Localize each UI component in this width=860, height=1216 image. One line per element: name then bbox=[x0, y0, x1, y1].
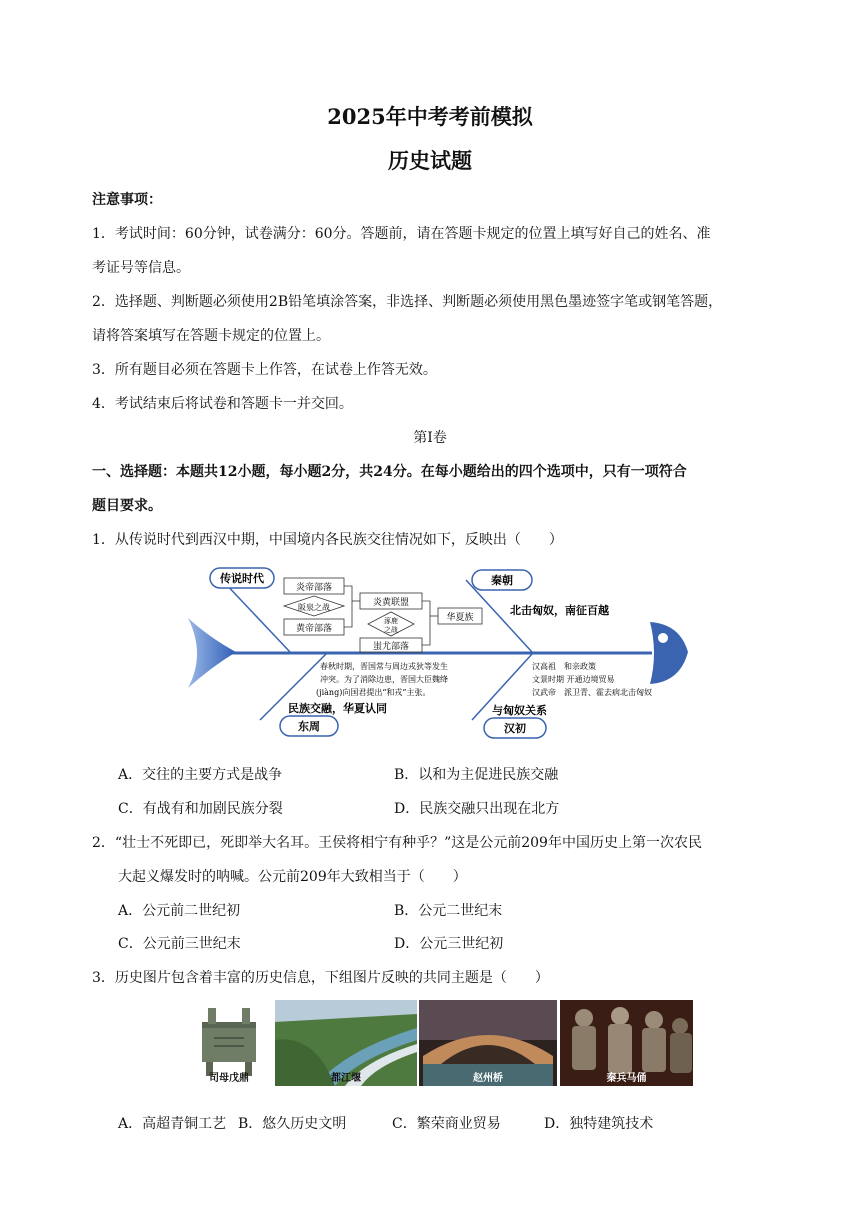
label-yanhuang: 炎黄联盟 bbox=[372, 598, 410, 608]
notes-heading: 注意事项： bbox=[92, 192, 162, 208]
hc-line-2: 文景时期 开通边境贸易 bbox=[532, 675, 615, 684]
dz-line-2: 冲突。为了消除边患，晋国大臣魏绛 bbox=[320, 675, 448, 684]
q2-option-d[interactable]: D．公元三世纪初 bbox=[394, 936, 504, 952]
dz-line-3: (jiàng)向国君提出“和戎”主张。 bbox=[316, 688, 431, 697]
connector-yanhuang bbox=[422, 601, 430, 645]
photo-simuwu-ding bbox=[186, 1000, 272, 1086]
q3-option-d[interactable]: D．独特建筑技术 bbox=[544, 1116, 654, 1132]
q2-option-c[interactable]: C．公元前三世纪末 bbox=[118, 936, 241, 952]
hc-line-3: 汉武帝 派卫青、霍去病北击匈奴 bbox=[532, 688, 652, 697]
dz-line-1: 春秋时期，晋国常与周边戎狄等发生 bbox=[320, 662, 448, 671]
note-line-3: 2．选择题、判断题必须使用2B铅笔填涂答案，非选择、判断题必须使用黑色墨迹签字笔或钢笔答题， bbox=[92, 294, 723, 310]
hc-line-1: 汉高祖 和亲政策 bbox=[532, 662, 596, 671]
caption-terracotta-warriors: 秦兵马俑 bbox=[606, 1073, 647, 1084]
note-line-2: 考证号等信息。 bbox=[92, 260, 190, 276]
note-line-4: 请将答案填写在答题卡规定的位置上。 bbox=[92, 328, 330, 344]
q3-stem: 3．历史图片包含着丰富的历史信息，下组图片反映的共同主题是（ ） bbox=[92, 970, 549, 986]
fish-eye bbox=[658, 633, 668, 643]
qin-description: 北击匈奴，南征百越 bbox=[510, 604, 609, 617]
tag-hanchu: 汉初 bbox=[504, 722, 526, 735]
q1-fishbone-diagram bbox=[180, 562, 695, 744]
exam-title: 2025年中考考前模拟 bbox=[327, 104, 533, 129]
fish-tail-shape bbox=[188, 618, 236, 688]
q1-option-c[interactable]: C．有战有和加剧民族分裂 bbox=[118, 801, 283, 817]
tag-qin: 秦朝 bbox=[491, 574, 513, 587]
fish-head-shape bbox=[650, 622, 688, 684]
label-zhuolu-1: 涿鹿 bbox=[384, 617, 398, 625]
q3-option-b[interactable]: B．悠久历史文明 bbox=[238, 1116, 347, 1132]
photo-terracotta-warriors bbox=[560, 1000, 693, 1086]
caption-zhaozhou-bridge: 赵州桥 bbox=[473, 1073, 503, 1084]
q2-option-a[interactable]: A．公元前二世纪初 bbox=[118, 903, 241, 919]
note-line-1: 1．考试时间：60分钟，试卷满分：60分。答题前，请在答题卡规定的位置上填写好自己的姓名、准 bbox=[92, 226, 711, 242]
label-banquan: 阪泉之战 bbox=[298, 603, 330, 612]
tag-legend: 传说时代 bbox=[220, 572, 264, 585]
label-chiyou: 蚩尤部落 bbox=[372, 642, 410, 652]
tag-dongzhou: 东周 bbox=[298, 720, 320, 733]
q2-stem-1: 2．“壮士不死即已，死即举大名耳。王侯将相宁有种乎？”这是公元前209年中国历史上第一次农民 bbox=[92, 835, 702, 851]
photo-dujiangyan bbox=[275, 1000, 417, 1086]
exam-subject: 历史试题 bbox=[388, 148, 472, 173]
caption-dujiangyan: 都江堰 bbox=[331, 1073, 361, 1084]
bone-legend bbox=[222, 580, 290, 652]
caption-simuwu-ding: 司母戊鼎 bbox=[209, 1073, 249, 1084]
photo-zhaozhou-bridge bbox=[419, 1000, 557, 1086]
q2-option-b[interactable]: B．公元二世纪末 bbox=[394, 903, 503, 919]
section-instructions-1: 一、选择题：本题共12小题，每小题2分，共24分。在每小题给出的四个选项中，只有一项符合 bbox=[92, 464, 687, 480]
q1-option-b[interactable]: B．以和为主促进民族交融 bbox=[394, 767, 559, 783]
q2-stem-2: 大起义爆发时的呐喊。公元前209年大致相当于（ ） bbox=[118, 869, 467, 885]
section-label: 第Ⅰ卷 bbox=[413, 430, 447, 446]
label-huangdi: 黄帝部落 bbox=[295, 624, 333, 634]
q1-stem: 1．从传说时代到西汉中期，中国境内各民族交往情况如下，反映出（ ） bbox=[92, 532, 563, 548]
hc-summary: 与匈奴关系 bbox=[492, 704, 547, 717]
q3-option-a[interactable]: A．高超青铜工艺 bbox=[118, 1116, 227, 1132]
q3-option-c[interactable]: C．繁荣商业贸易 bbox=[392, 1116, 501, 1132]
dz-summary: 民族交融，华夏认同 bbox=[288, 702, 387, 715]
section-instructions-2: 题目要求。 bbox=[92, 498, 162, 514]
q1-option-d[interactable]: D．民族交融只出现在北方 bbox=[394, 801, 560, 817]
connector-yandi bbox=[344, 586, 352, 627]
note-line-6: 4．考试结束后将试卷和答题卡一并交回。 bbox=[92, 396, 353, 412]
label-yandi: 炎帝部落 bbox=[295, 583, 333, 593]
label-zhuolu-2: 之战 bbox=[384, 626, 398, 634]
note-line-5: 3．所有题目必须在答题卡上作答，在试卷上作答无效。 bbox=[92, 362, 437, 378]
label-huaxia: 华夏族 bbox=[446, 613, 474, 623]
q1-option-a[interactable]: A．交往的主要方式是战争 bbox=[118, 767, 283, 783]
